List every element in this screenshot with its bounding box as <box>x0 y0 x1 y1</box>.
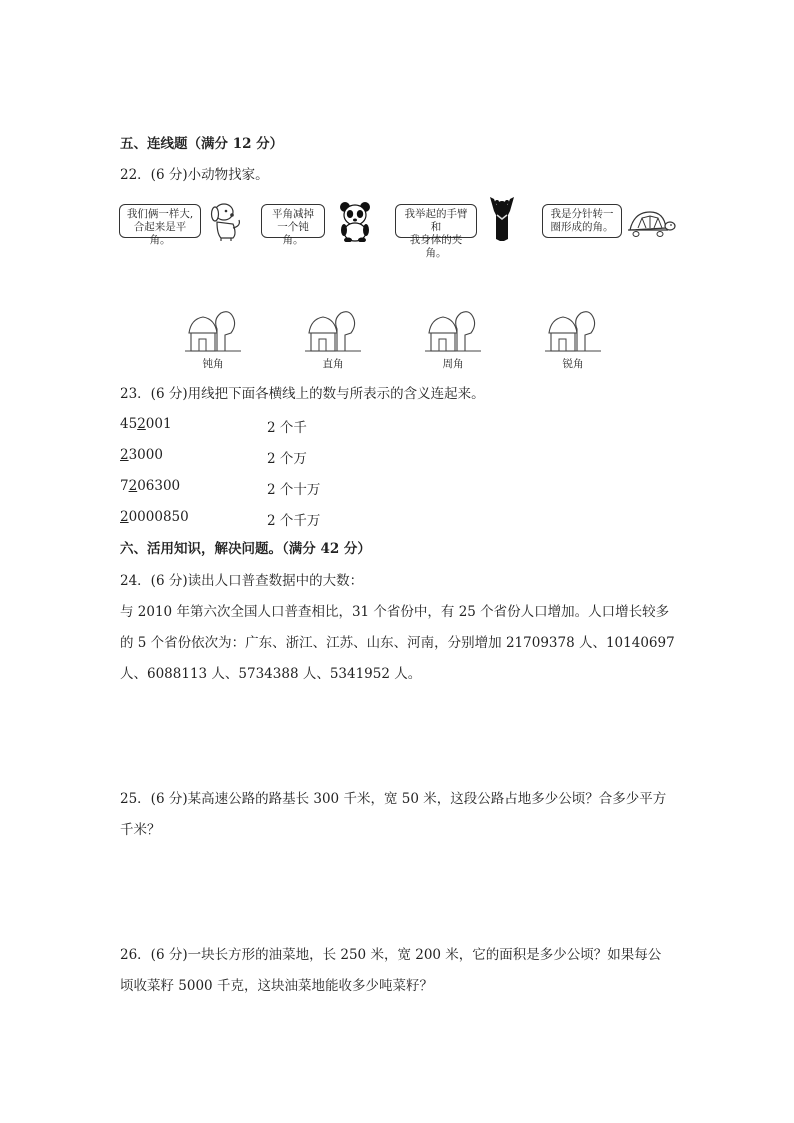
number-2 <box>120 447 163 463</box>
number-1 <box>120 416 172 432</box>
number-3-underlined-digit: 2 <box>128 478 138 494</box>
meaning-4: 2 个千万 <box>267 513 321 529</box>
question-24-label: 24．(6 分)读出人口普查数据中的大数： <box>120 573 364 589</box>
number-2-underlined-digit: 2 <box>120 447 129 463</box>
speech-bubble-4 <box>542 204 622 238</box>
number-4 <box>120 509 189 525</box>
bubble-2-line2: 一个钝角。 <box>277 221 309 246</box>
number-2-post: 3000 <box>128 447 163 463</box>
panda-icon <box>335 200 375 242</box>
bubble-3-line2: 我身体的夹角。 <box>409 234 463 259</box>
speech-bubble-2 <box>261 204 325 246</box>
speech-bubble-3 <box>395 204 477 259</box>
house-icon-2 <box>303 305 363 355</box>
section-5-title: 五、连线题（满分 12 分） <box>120 136 284 152</box>
number-1-pre: 45 <box>120 416 138 432</box>
question-26-line1: 26．(6 分)一块长方形的油菜地，长 250 米，宽 200 米，它的面积是多少公顷？如果每公 <box>120 947 662 963</box>
number-3-pre: 7 <box>120 478 129 494</box>
question-26-line2: 顷收菜籽 5000 千克，这块油菜地能收多少吨菜籽？ <box>120 978 433 994</box>
house-icon-1 <box>183 305 243 355</box>
bubble-3-line1: 我举起的手臂和 <box>404 208 468 233</box>
house-icon-4 <box>543 305 603 355</box>
bubble-4-line1: 我是分针转一 <box>550 208 614 220</box>
question-24-line3: 人、6088113 人、5734388 人、5341952 人。 <box>120 666 422 682</box>
question-23-label: 23．(6 分)用线把下面各横线上的数与所表示的含义连起来。 <box>120 386 485 402</box>
number-3 <box>120 478 180 494</box>
bubble-1-line1: 我们俩一样大, <box>126 208 194 220</box>
number-4-post: 0000850 <box>128 509 189 525</box>
meaning-3: 2 个十万 <box>267 482 321 498</box>
question-24-line1: 与 2010 年第六次全国人口普查相比，31 个省份中，有 25 个省份人口增加。人口增长较多 <box>120 604 670 620</box>
house-label-1: 钝角 <box>202 358 224 370</box>
number-1-underlined-digit: 2 <box>137 416 146 432</box>
question-25-line1: 25．(6 分)某高速公路的路基长 300 千米，宽 50 米，这段公路占地多少公顷？合多少平方 <box>120 791 667 807</box>
number-3-post: 06300 <box>137 478 181 494</box>
dog-icon <box>203 200 245 242</box>
question-22-label: 22．(6 分)小动物找家。 <box>120 167 269 183</box>
turtle-icon <box>626 206 676 240</box>
meaning-1: 2 个千 <box>267 420 307 436</box>
question-24-line2: 的 5 个省份依次为：广东、浙江、江苏、山东、河南，分别增加 21709378 人、10140697 <box>120 635 675 651</box>
bear-icon <box>482 195 522 243</box>
house-label-2: 直角 <box>322 358 344 370</box>
meaning-2: 2 个万 <box>267 451 307 467</box>
number-1-post: 001 <box>145 416 172 432</box>
bubble-2-line1: 平角减掉 <box>272 208 314 220</box>
speech-bubble-1 <box>119 204 201 246</box>
question-25-line2: 千米？ <box>120 822 161 838</box>
bubble-4-line2: 圈形成的角。 <box>550 221 614 233</box>
number-4-underlined-digit: 2 <box>120 509 129 525</box>
house-icon-3 <box>423 305 483 355</box>
house-label-3: 周角 <box>442 358 464 370</box>
bubble-1-line2: 合起来是平角。 <box>133 221 187 246</box>
house-label-4: 锐角 <box>562 358 584 370</box>
section-6-title: 六、活用知识，解决问题。（满分 42 分） <box>120 541 371 557</box>
